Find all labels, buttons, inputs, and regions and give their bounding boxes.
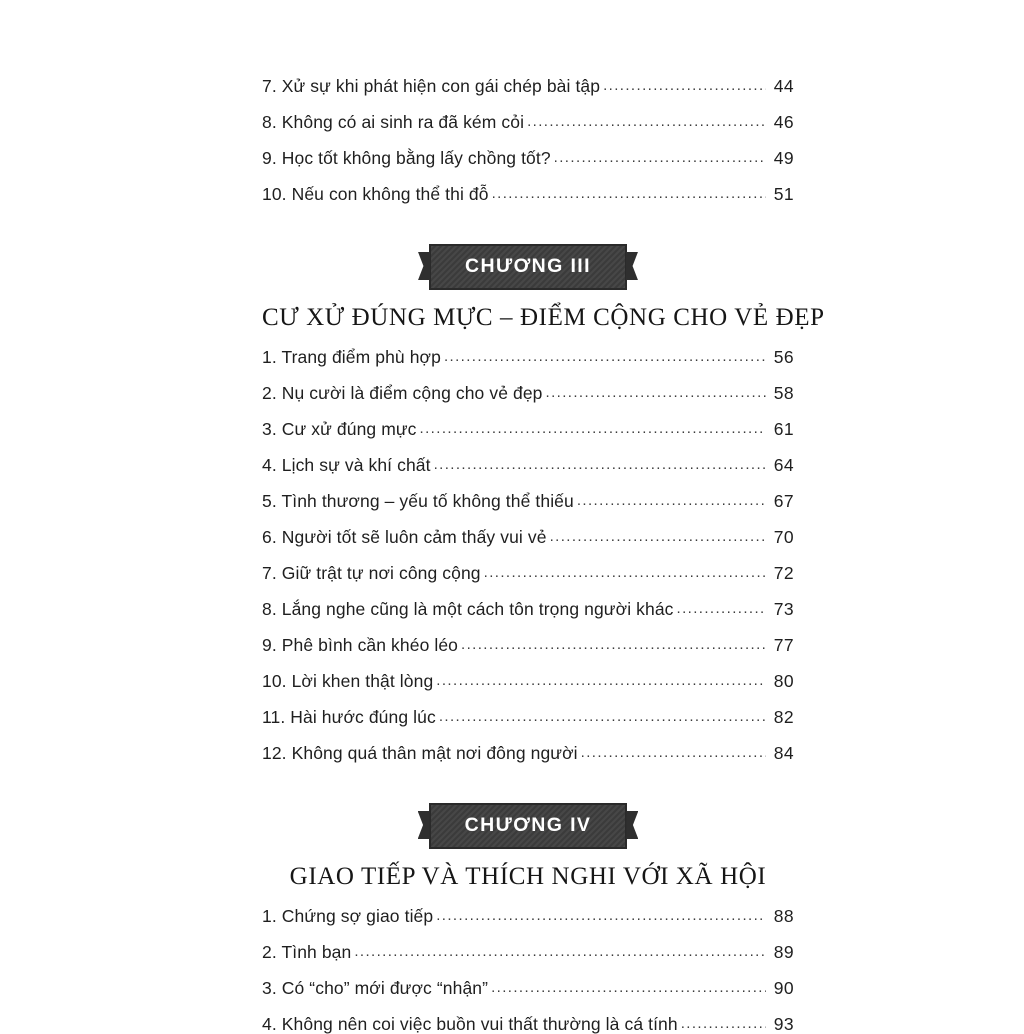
spacer (262, 781, 794, 803)
chapter-title: CƯ XỬ ĐÚNG MỰC – ĐIỂM CỘNG CHO VẺ ĐẸP (262, 304, 825, 331)
list-item[interactable] (262, 637, 794, 655)
list-item[interactable] (262, 114, 794, 132)
chapter-banner-label: CHƯƠNG III (465, 255, 591, 277)
toc-section-chapter-3 (262, 349, 794, 763)
toc-section-top (262, 78, 794, 204)
toc-entry-page: 64 (773, 455, 794, 475)
leader-dots (603, 78, 766, 93)
toc-entry-page: 84 (773, 743, 794, 763)
ribbon-tail-right-icon (626, 811, 638, 839)
leader-dots (577, 493, 766, 508)
leader-dots (436, 908, 766, 923)
toc-entry-page: 51 (773, 184, 794, 204)
leader-dots (677, 601, 766, 616)
toc-entry-page: 44 (773, 76, 794, 96)
list-item[interactable] (262, 745, 794, 763)
chapter-banner-wrap (262, 244, 794, 290)
toc-entry-label: 3. Cư xử đúng mực (262, 419, 417, 439)
leader-dots (436, 673, 766, 688)
leader-dots (554, 150, 766, 165)
toc-entry-page: 56 (773, 347, 794, 367)
chapter-section-4 (262, 803, 794, 1034)
toc-entry-label: 10. Nếu con không thể thi đỗ (262, 184, 489, 204)
toc-entry-page: 77 (773, 635, 794, 655)
toc-entry-page: 88 (773, 906, 794, 926)
leader-dots (581, 745, 766, 760)
toc-entry-page: 73 (773, 599, 794, 619)
list-item[interactable] (262, 1016, 794, 1034)
toc-entry-label: 9. Phê bình cần khéo léo (262, 635, 459, 655)
toc-entry-label: 4. Không nên coi việc buồn vui thất thường là cá tính (262, 1014, 678, 1034)
toc-entry-label: 10. Lời khen thật lòng (262, 671, 434, 691)
chapter-banner-wrap (262, 803, 794, 849)
leader-dots (492, 186, 766, 201)
list-item[interactable] (262, 908, 794, 926)
toc-entry-label: 7. Giữ trật tự nơi công cộng (262, 563, 481, 583)
toc-entry-label: 11. Hài hước đúng lúc (262, 707, 436, 727)
leader-dots (527, 114, 766, 129)
spacer (262, 222, 794, 244)
list-item[interactable] (262, 565, 794, 583)
list-item[interactable] (262, 349, 794, 367)
list-item[interactable] (262, 186, 794, 204)
toc-entry-label: 9. Học tốt không bằng lấy chồng tốt? (262, 148, 551, 168)
toc-entry-page: 90 (773, 978, 794, 998)
chapter-banner-label: CHƯƠNG IV (464, 814, 592, 836)
list-item[interactable] (262, 385, 794, 403)
list-item[interactable] (262, 673, 794, 691)
toc-entry-page: 61 (773, 419, 794, 439)
toc-entry-page: 82 (773, 707, 794, 727)
list-item[interactable] (262, 944, 794, 962)
chapter-title: GIAO TIẾP VÀ THÍCH NGHI VỚI XÃ HỘI (289, 863, 767, 890)
list-item[interactable] (262, 493, 794, 511)
ribbon-tail-left-icon (418, 252, 430, 280)
leader-dots (420, 421, 766, 436)
toc-entry-page: 49 (773, 148, 794, 168)
list-item[interactable] (262, 980, 794, 998)
toc-entry-label: 6. Người tốt sẽ luôn cảm thấy vui vẻ (262, 527, 547, 547)
list-item[interactable] (262, 601, 794, 619)
toc-entry-label: 8. Lắng nghe cũng là một cách tôn trọng người khác (262, 599, 674, 619)
toc-entry-page: 93 (773, 1014, 794, 1034)
chapter-section-3 (262, 244, 825, 763)
list-item[interactable] (262, 421, 794, 439)
leader-dots (444, 349, 766, 364)
toc-entry-page: 46 (773, 112, 794, 132)
toc-entry-label: 7. Xử sự khi phát hiện con gái chép bài tập (262, 76, 601, 96)
leader-dots (439, 709, 766, 724)
toc-entry-label: 1. Chứng sợ giao tiếp (262, 906, 434, 926)
toc-entry-label: 8. Không có ai sinh ra đã kém cỏi (262, 112, 525, 132)
toc-entry-label: 1. Trang điểm phù hợp (262, 347, 441, 367)
toc-entry-label: 12. Không quá thân mật nơi đông người (262, 743, 578, 763)
toc-entry-label: 2. Tình bạn (262, 942, 352, 962)
toc-entry-label: 2. Nụ cười là điểm cộng cho vẻ đẹp (262, 383, 543, 403)
leader-dots (461, 637, 766, 652)
leader-dots (550, 529, 766, 544)
list-item[interactable] (262, 529, 794, 547)
list-item[interactable] (262, 150, 794, 168)
toc-entry-label: 4. Lịch sự và khí chất (262, 455, 431, 475)
toc-entry-label: 5. Tình thương – yếu tố không thể thiếu (262, 491, 574, 511)
toc-entry-page: 70 (773, 527, 794, 547)
toc-entry-page: 89 (773, 942, 794, 962)
leader-dots (491, 980, 766, 995)
toc-entry-page: 80 (773, 671, 794, 691)
list-item[interactable] (262, 78, 794, 96)
list-item[interactable] (262, 457, 794, 475)
leader-dots (484, 565, 766, 580)
leader-dots (434, 457, 766, 472)
leader-dots (354, 944, 766, 959)
chapter-banner (429, 803, 628, 849)
ribbon-tail-right-icon (626, 252, 638, 280)
leader-dots (546, 385, 767, 400)
toc-entry-page: 67 (773, 491, 794, 511)
toc-entry-label: 3. Có “cho” mới được “nhận” (262, 978, 489, 998)
toc-entry-page: 72 (773, 563, 794, 583)
toc-section-chapter-4 (262, 908, 794, 1034)
ribbon-tail-left-icon (418, 811, 430, 839)
toc-entry-page: 58 (773, 383, 794, 403)
chapter-banner (429, 244, 627, 290)
list-item[interactable] (262, 709, 794, 727)
